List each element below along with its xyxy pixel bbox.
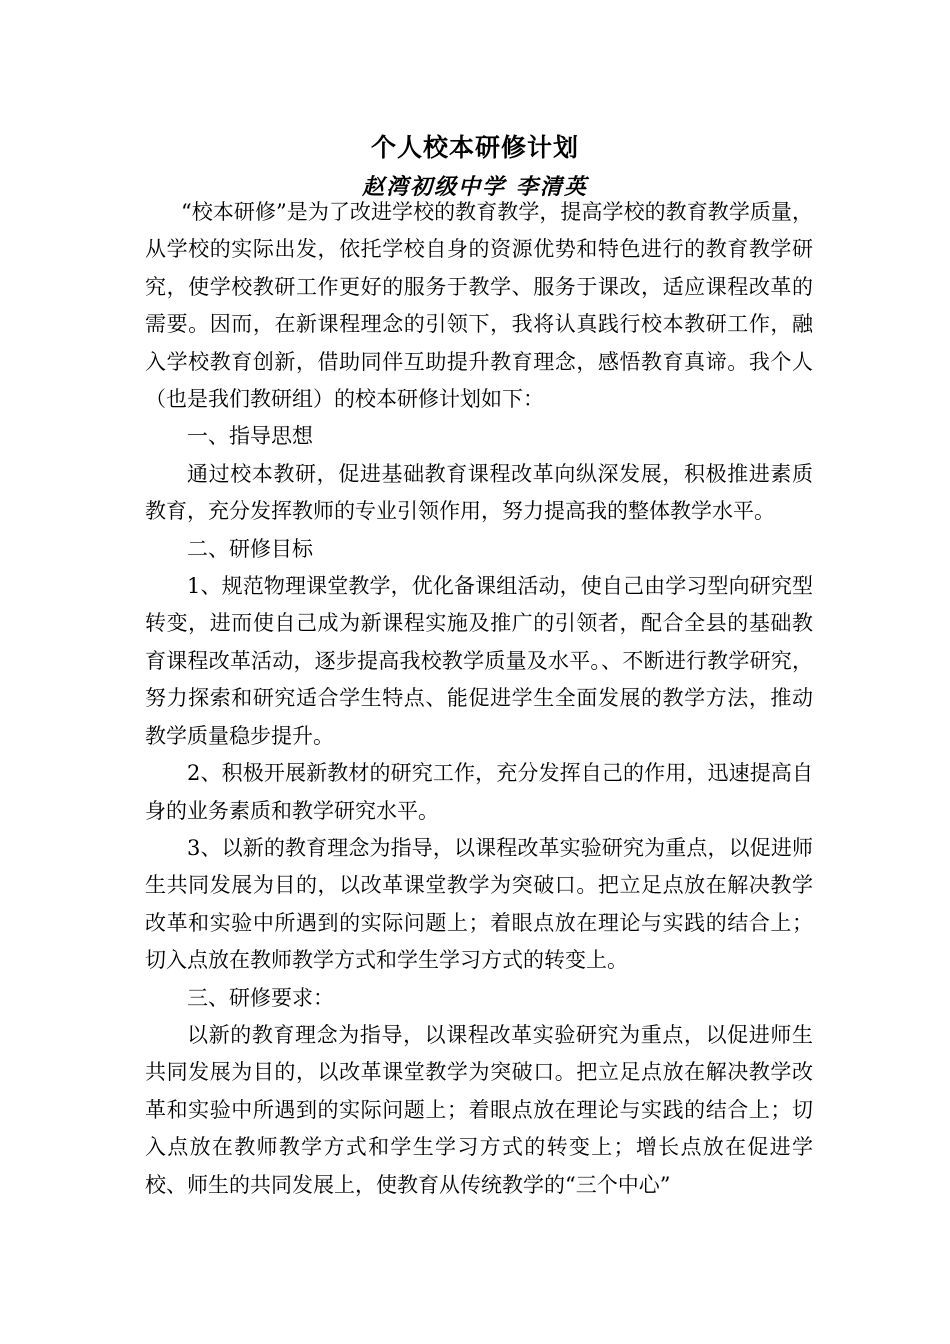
section-heading-goals: 二、研修目标 — [187, 536, 313, 561]
section-heading-guiding-thought: 一、指导思想 — [187, 424, 313, 449]
document-title: 个人校本研修计划 — [370, 133, 579, 162]
paragraph-guiding-thought: 通过校本教研，促进基础教育课程改革向纵深发展，积极推进素质教育，充分发挥教师的专业引领作用，努力提高我的整体教学水平。 — [145, 461, 813, 524]
author-line: 赵湾初级中学 李清英 — [362, 174, 588, 200]
goal-item-2: 2、积极开展新教材的研究工作，充分发挥自己的作用，迅速提高自身的业务素质和教学研究水平。 — [145, 761, 813, 823]
goal-item-1: 1、规范物理课堂教学，优化备课组活动，使自己由学习型向研究型转变，进而使自己成为新课程实施及推广的引领者，配合全县的基础教育课程改革活动，逐步提高我校教学质量及水平。、不断进行教学研究，努力探索和研究适合学生特点、能促进学生全面发展的教学方法，推动教学质量稳步提升。 — [145, 574, 813, 748]
paragraph-requirements: 以新的教育理念为指导，以课程改革实验研究为重点，以促进师生共同发展为目的，以改革课堂教学为突破口。把立足点放在解决教学改革和实验中所遇到的实际问题上；着眼点放在理论与实践的结合上；切入点放在教师教学方式和学生学习方式的转变上；增长点放在促进学校、师生的共同发展上，使教育从传统教学的“三个中心” — [145, 1022, 813, 1197]
document-body — [145, 194, 813, 1204]
section-heading-requirements: 三、研修要求： — [187, 985, 334, 1010]
intro-paragraph: “校本研修”是为了改进学校的教育教学，提高学校的教育教学质量，从学校的实际出发，依托学校自身的资源优势和特色进行的教育教学研究，使学校教研工作更好的服务于教学、服务于课改，适应课程改革的需要。因而，在新课程理念的引领下，我将认真践行校本教研工作，融入学校教育创新，借助同伴互助提升教育理念，感悟教育真谛。我个人（也是我们教研组）的校本研修计划如下： — [145, 200, 813, 412]
goal-item-3: 3、以新的教育理念为指导，以课程改革实验研究为重点，以促进师生共同发展为目的，以改革课堂教学为突破口。把立足点放在解决教学改革和实验中所遇到的实际问题上；着眼点放在理论与实践的结合上；切入点放在教师教学方式和学生学习方式的转变上。 — [145, 835, 813, 973]
